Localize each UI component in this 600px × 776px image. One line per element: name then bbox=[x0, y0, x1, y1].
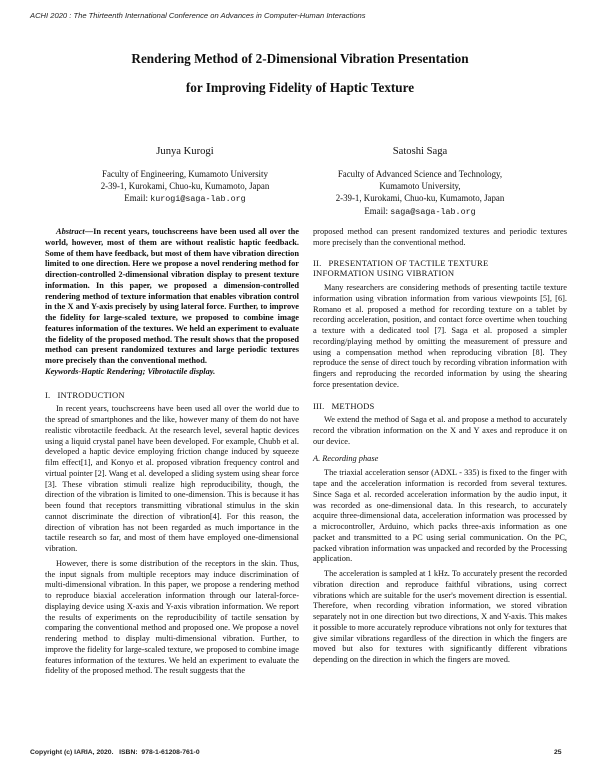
author-email-line bbox=[65, 192, 305, 205]
abstract-text: —In recent years, touchscreens have been used all over the world, however, most of them are without realistic haptic feedback. Some of them have feedback, but most of them have vibration direction limited to one direction. Here we propose a novel rendering method for direction-controlled 2-dimensional vibration display to present texture information. In this paper, we proposed a dimension-controlled rendering method of texture information that enables vibration control in the X and Y-axis precisely by using lateral force. Further, to improve the fidelity for large-scaled texture, we proposed to combine image features information of the textures. We held an experiment to evaluate the fidelity of the proposed method. The result shows that the proposed method can present randomized textures and large periodic textures more precisely than the conventional method. bbox=[45, 227, 299, 365]
paragraph: The acceleration is sampled at 1 kHz. To accurately present the recorded vibration direction and reproduce faithful vibrations, using correct vibrations which are suitable for the user's movement direction is essential. Therefore, when recording vibration information, we stored vibration separately not in one direction but two directions, X and Y-axis. This makes it possible to more accurately reproduce vibrations not only for textures that give similar vibrations regardless of the direction in which the fingers are moved but also for textures with significantly different vibrations depending on the direction in which the fingers are moved. bbox=[313, 569, 567, 664]
author-email[interactable]: kurogi@saga-lab.org bbox=[150, 194, 246, 205]
author-name-1: Junya Kurogi bbox=[156, 146, 214, 157]
author-email[interactable]: saga@saga-lab.org bbox=[390, 206, 476, 217]
subsection-heading-recording: A. Recording phase bbox=[313, 453, 379, 463]
author-name-2: Satoshi Saga bbox=[392, 146, 448, 157]
left-column bbox=[45, 227, 299, 677]
author-email-line bbox=[300, 205, 540, 218]
section-heading-methods: III. METHODS bbox=[313, 400, 375, 411]
page-number: 25 bbox=[554, 749, 562, 756]
paragraph: However, there is some distribution of the receptors in the skin. Thus, the input signals from multiple receptors may induce discrimination of multi-dimensional vibration. In this paper, we propose a rendering method to reproduce biaxial acceleration information through our lateral-force-displaying device using X-axis and Y-axis vibration information. We report the results of experiments on the reproducibility of tactile sensation by comparing the conventional method and proposed one. We propose a novel rendering method to display multi-dimensional vibration. Further, to improve the fidelity for large-scaled texture, we proposed to combine image features information of the textures. We held an experiment to evaluate the fidelity of the proposed method. The result suggests that the bbox=[45, 558, 300, 676]
paragraph: In recent years, touchscreens have been used all over the world due to the spread of smartphones and the like, however many of them do not have realistic vibrotactile feedback. At the research level, several haptic devices using a liquid crystal panel have been developed. For example, Chubb et al. developed a haptic device employing friction change induced by squeeze film effect[1], and Konyo et al. proposed vibration frequency control and virtual pointer [2]. Wang et al. developed a sliding system using shear force [3]. These vibration stimuli realize high reproducibility, though, the direction of the vibration is limited to one-dimension. This is because it has been found that receptors transmitting vibrational stimulus in the skin cannot discriminate the direction of vibration[4]. For this reason, the direction of vibration has not been regarded as much importance in the tactile research so far, and most of them have employed one-dimensional vibration. bbox=[45, 404, 299, 553]
keywords: Keywords-Haptic Rendering; Vibrotactile display. bbox=[45, 366, 216, 376]
paragraph: proposed method can present randomized textures and periodic textures more precisely than the conventional method. bbox=[313, 227, 567, 247]
right-column bbox=[313, 227, 567, 666]
abstract bbox=[45, 227, 299, 367]
paper-title-line-1: Rendering Method of 2-Dimensional Vibration Presentation bbox=[131, 51, 469, 66]
paper-title-line-2: for Improving Fidelity of Haptic Texture bbox=[185, 80, 415, 95]
author-dept: Faculty of Engineering, Kumamoto University bbox=[102, 169, 268, 179]
conference-header: ACHI 2020 : The Thirteenth International Conference on Advances in Computer-Human Interactions bbox=[30, 11, 366, 20]
abstract-lead: Abstract bbox=[56, 227, 85, 236]
paragraph: We extend the method of Saga et al. and propose a method to accurately record the vibration information on the X and Y axes and reproduce it on our device. bbox=[313, 415, 567, 446]
author-address: 2-39-1, Kurokami, Chuo-ku, Kumamoto, Japan bbox=[100, 181, 270, 192]
author-address: 2-39-1, Kurokami, Chuo-ku, Kumamoto, Japan bbox=[335, 193, 505, 204]
footer-copyright: Copyright (c) IARIA, 2020. ISBN: 978-1-61208-761-0 bbox=[30, 749, 200, 756]
paragraph: Many researchers are considering methods of presenting tactile texture information using vibration information from various viewpoints [5], [6]. Romano et al. proposed a method for recording texture on a tablet by recording acceleration, position, and contact force overtime when touching a texture with a dedicated tool [7]. Saga et al. proposed a simpler recording/playing method by omitting the measurement of pressure and using a compensation method when reproducing vibration [8]. They reproduce the sense of direct touch by recording vibration information with fingers and reproducing the recorded information by using the shearing force presentation device. bbox=[313, 283, 567, 389]
email-label: Email: bbox=[364, 205, 388, 216]
email-label: Email: bbox=[124, 193, 148, 204]
section-heading-introduction: I. INTRODUCTION bbox=[45, 389, 125, 400]
section-heading-2-line-2: INFORMATION USING VIBRATION bbox=[313, 268, 455, 279]
author-affiliation-1 bbox=[65, 168, 305, 206]
author-dept: Faculty of Advanced Science and Technology, bbox=[337, 169, 503, 179]
author-dept-2: Kumamoto University, bbox=[379, 181, 461, 192]
paragraph: The triaxial acceleration sensor (ADXL - 335) is fixed to the finger with tape and the acceleration information is recorded from several textures. Since Saga et al. recorded acceleration information by the audio input, it was recorded as one-dimensional data. In this research, to accurately acquire three-dimensional data, acceleration information was processed by a microcontroller, Arduino, which packs three-axis information as one packet and transmitted to a PC using serial communication. On the PC, packed vibration information was unpacked and recorded by the Processing application. bbox=[313, 468, 567, 564]
section-heading-2-line-1: II. PRESENTATION OF TACTILE TEXTURE bbox=[313, 257, 489, 268]
author-affiliation-2 bbox=[300, 168, 540, 218]
